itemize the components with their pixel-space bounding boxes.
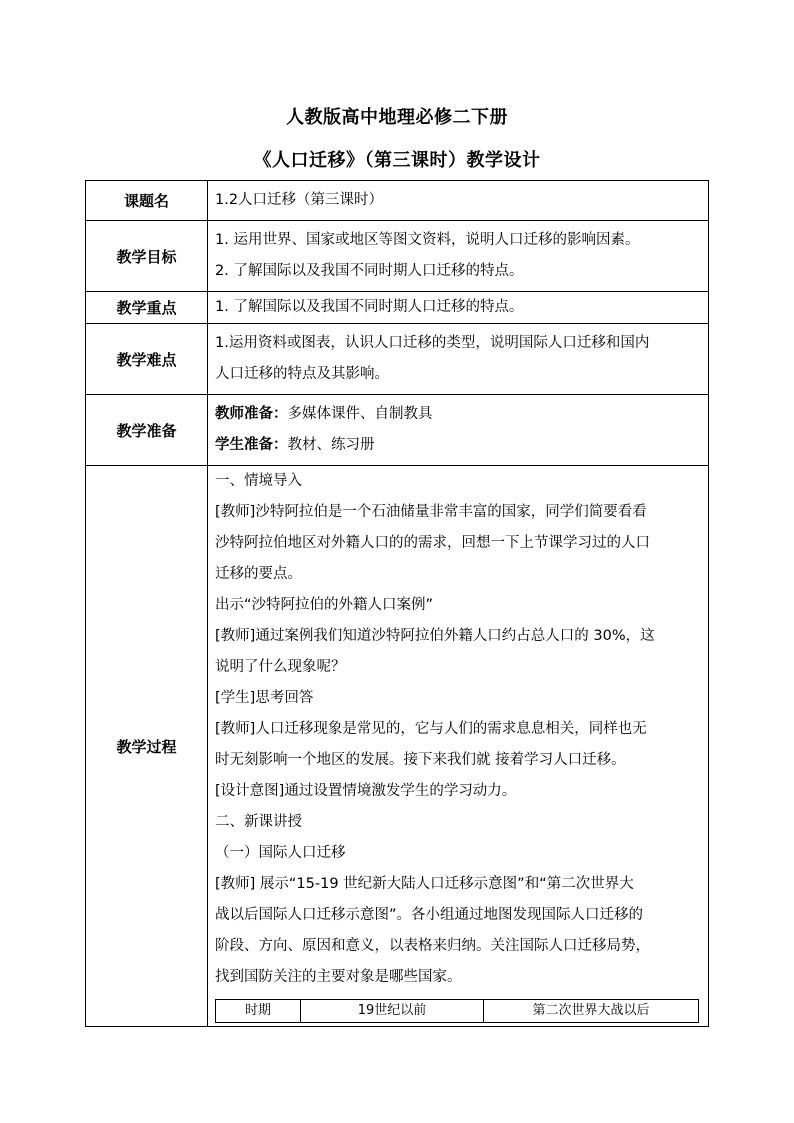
student-prep-value: 教材、练习册	[287, 437, 375, 453]
summary-header-before-19c: 19世纪以前	[301, 1000, 484, 1023]
process-line: （一）国际人口迁移	[215, 845, 346, 861]
migration-summary-table	[215, 999, 699, 1023]
process-line: [教师] 展示“15-19 世纪新大陆人口迁移示意图”和“第二次世界大	[215, 876, 634, 892]
focus-text: 1. 了解国际以及我国不同时期人口迁移的特点。	[215, 299, 524, 315]
process-lines	[215, 466, 701, 993]
difficulty-line: 人口迁移的特点及其影响。	[215, 366, 389, 382]
difficulty-value	[208, 324, 709, 395]
prep-value	[208, 395, 709, 466]
topic-label: 课题名	[86, 181, 208, 221]
row-focus	[86, 292, 709, 324]
row-goals	[86, 221, 709, 292]
process-line: 说明了什么现象呢？	[215, 659, 346, 675]
process-line: 时无刻影响一个地区的发展。接下来我们就 接着学习人口迁移。	[215, 752, 626, 768]
process-line: [设计意图]通过设置情境激发学生的学习动力。	[215, 783, 517, 799]
teacher-prep-value: 多媒体课件、自制教具	[287, 406, 433, 422]
process-line: [教师]人口迁移现象是常见的，它与人们的需求息息相关，同样也无	[215, 721, 647, 737]
difficulty-label: 教学难点	[86, 324, 208, 395]
row-difficulty	[86, 324, 709, 395]
teacher-prep-label: 教师准备：	[215, 406, 288, 422]
process-line: [教师]沙特阿拉伯是一个石油储量非常丰富的国家，同学们简要看看	[215, 504, 647, 520]
process-line: [学生]思考回答	[215, 690, 314, 706]
focus-label: 教学重点	[86, 292, 208, 324]
process-line: 迁移的要点。	[215, 566, 302, 582]
summary-header-row	[216, 1000, 699, 1023]
difficulty-line: 1.运用资料或图表，认识人口迁移的类型，说明国际人口迁移和国内	[215, 335, 650, 351]
process-line: 找到国防关注的主要对象是哪些国家。	[215, 969, 462, 985]
process-value	[208, 466, 709, 1027]
process-line: 一、情境导入	[215, 473, 302, 489]
goal-item: 2. 了解国际以及我国不同时期人口迁移的特点。	[215, 263, 524, 279]
goal-item: 1. 运用世界、国家或地区等图文资料，说明人口迁移的影响因素。	[215, 232, 640, 248]
process-label: 教学过程	[86, 466, 208, 1027]
goals-value	[208, 221, 709, 292]
row-process	[86, 466, 709, 1027]
prep-label: 教学准备	[86, 395, 208, 466]
lesson-plan-table	[85, 180, 709, 1027]
process-line: [教师]通过案例我们知道沙特阿拉伯外籍人口约占总人口的 30%，这	[215, 628, 655, 644]
teacher-prep	[215, 399, 701, 430]
summary-header-post-ww2: 第二次世界大战以后	[484, 1000, 699, 1023]
process-line: 二、新课讲授	[215, 814, 302, 830]
topic-value	[208, 181, 709, 221]
process-line: 出示“沙特阿拉伯的外籍人口案例”	[215, 597, 434, 613]
goals-label: 教学目标	[86, 221, 208, 292]
student-prep-label: 学生准备：	[215, 437, 288, 453]
row-topic	[86, 181, 709, 221]
process-line: 阶段、方向、原因和意义，以表格来归纳。关注国际人口迁移局势，	[215, 938, 650, 954]
focus-value	[208, 292, 709, 324]
document-title: 人教版高中地理必修二下册	[286, 107, 508, 128]
row-prep	[86, 395, 709, 466]
process-line: 沙特阿拉伯地区对外籍人口的的需求，回想一下上节课学习过的人口	[215, 535, 650, 551]
student-prep	[215, 430, 701, 461]
process-line: 战以后国际人口迁移示意图”。各小组通过地图发现国际人口迁移的	[215, 907, 644, 923]
topic-text: 1.2人口迁移（第三课时）	[215, 192, 384, 208]
summary-header-period: 时期	[216, 1000, 301, 1023]
document-subtitle: 《人口迁移》（第三课时）教学设计	[253, 150, 541, 171]
